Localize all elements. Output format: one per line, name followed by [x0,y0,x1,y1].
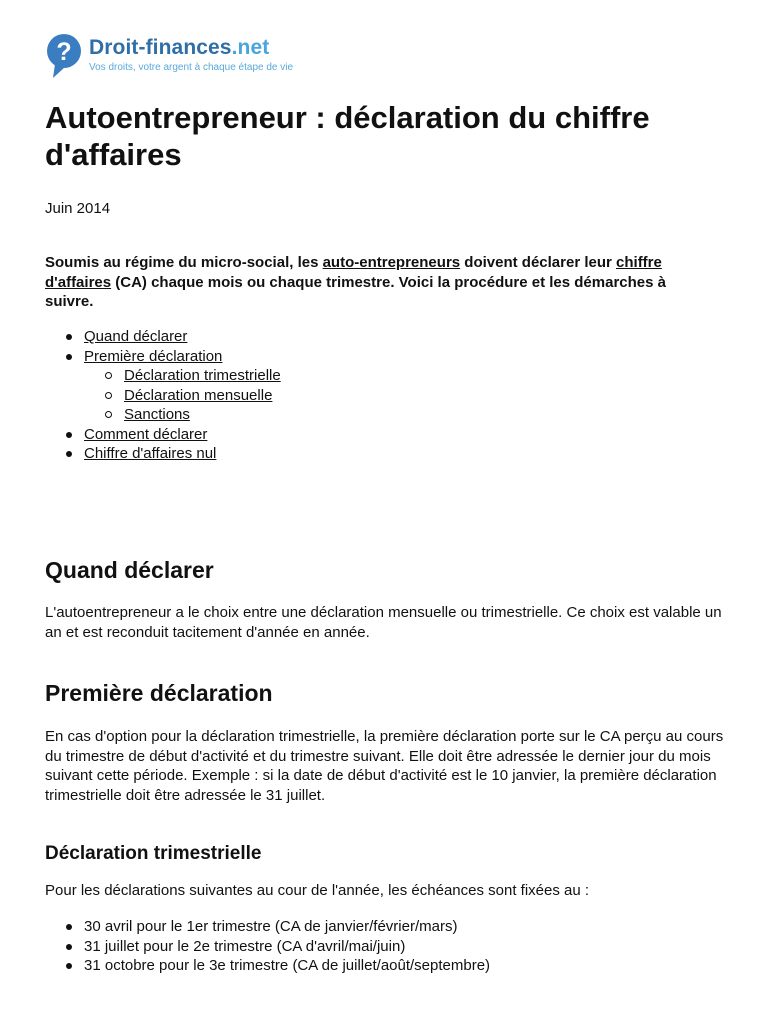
bullet-icon [66,334,72,340]
toc-item [45,347,281,367]
intro-text-2: doivent déclarer leur [460,254,617,271]
deadline-list [45,917,490,976]
section-heading-premiere-declaration: Première déclaration [45,680,273,706]
section-text-quand-declarer: L'autoentrepreneur a le choix entre une déclaration mensuelle ou trimestrielle. Ce choix est valable un an et est reconduit tacitement d'année en année. [45,604,722,641]
toc-link-declaration-mensuelle[interactable]: Déclaration mensuelle [124,386,273,404]
intro-text-3: (CA) chaque mois ou chaque trimestre. Voici la procédure et les démarches à suivre. [45,273,666,310]
toc-subitem [45,405,281,425]
toc-subitem [45,386,281,406]
bullet-icon [66,963,72,969]
bullet-icon [66,354,72,360]
list-item [45,937,490,957]
deadline-text: 30 avril pour le 1er trimestre (CA de janvier/février/mars) [84,918,458,935]
subsection-text-declaration-trimestrielle: Pour les déclarations suivantes au cour de l'année, les échéances sont fixées au : [45,882,590,899]
section-text-premiere-declaration: En cas d'option pour la déclaration trimestrielle, la première déclaration porte sur le CA perçu au cours du trimestre de début d'activité et du trimestre suivant. Elle doit être adressée le dernier jour du mois suivant cette période. Exemple : si la date de début d'activité est le 10 janvier, la première déclaration trimestrielle doit être adressée le 31 juillet. [45,728,724,804]
question-bubble-icon [45,33,83,79]
chiffre-affaires-link[interactable]: chiffre d'affaires [45,254,662,291]
deadline-text: 31 juillet pour le 2e trimestre (CA d'avril/mai/juin) [84,937,406,955]
section-heading-quand-declarer: Quand déclarer [45,557,214,583]
publication-date: Juin 2014 [45,200,111,217]
circle-bullet-icon [105,411,112,418]
bullet-icon [66,432,72,438]
toc-link-chiffre-affaires-nul[interactable]: Chiffre d'affaires nul [84,445,217,462]
toc-link-declaration-trimestrielle[interactable]: Déclaration trimestrielle [124,367,281,384]
list-item [45,956,490,976]
toc-link-comment-declarer[interactable]: Comment déclarer [84,425,208,443]
toc-item [45,327,281,347]
toc-subitem [45,366,281,386]
deadline-text: 31 octobre pour le 3e trimestre (CA de juillet/août/septembre) [84,957,491,974]
page-title: Autoentrepreneur : déclaration du chiffre d'affaires [45,100,650,172]
logo-tagline: Vos droits, votre argent à chaque étape de vie [89,62,294,73]
circle-bullet-icon [105,372,112,379]
intro-text-1: Soumis au régime du micro-social, les [45,254,323,271]
svg-text:?: ? [56,38,72,66]
toc-item [45,425,281,445]
auto-entrepreneurs-link[interactable]: auto-entrepreneurs [322,254,461,271]
bullet-icon [66,924,72,930]
intro-paragraph [45,253,710,312]
logo-wordmark: Droit-finances.net [89,36,270,59]
bullet-icon [66,451,72,457]
bullet-icon [66,944,72,950]
table-of-contents [45,327,281,464]
circle-bullet-icon [105,392,112,399]
subsection-heading-declaration-trimestrielle: Déclaration trimestrielle [45,843,262,864]
list-item [45,917,490,937]
toc-link-premiere-declaration[interactable]: Première déclaration [84,347,223,365]
toc-link-quand-declarer[interactable]: Quand déclarer [84,328,188,345]
site-logo[interactable] [45,33,305,83]
toc-link-sanctions[interactable]: Sanctions [124,406,190,423]
toc-item [45,444,281,464]
